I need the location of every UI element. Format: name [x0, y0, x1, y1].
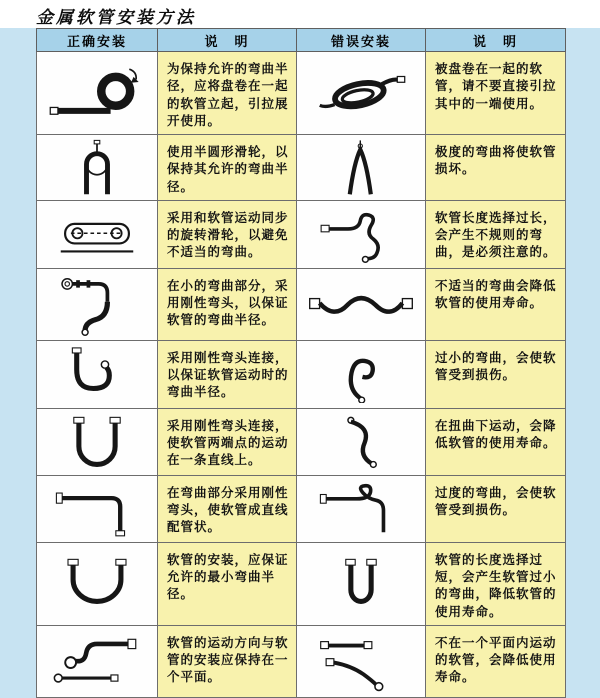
correct-illustration-cell — [37, 625, 158, 697]
correct-illustration-cell — [37, 135, 158, 201]
table-row — [37, 625, 566, 697]
correct-note-text: 在小的弯曲部分，采用刚性弯头，以保证软管的弯曲半径。 — [167, 278, 289, 328]
page-title: 金属软管安装方法 — [36, 8, 196, 28]
standing-coil-uncoil-icon — [45, 59, 149, 127]
wrong-note-cell — [426, 340, 566, 408]
wrong-note-cell — [426, 408, 566, 475]
correct-note-cell — [158, 200, 297, 268]
correct-note-cell — [158, 340, 297, 408]
synchronized-rotating-pulley-track-icon — [43, 205, 151, 263]
improper-wavy-bend-icon — [307, 277, 415, 331]
overlong-hose-irregular-loop-icon — [313, 205, 409, 263]
sharp-kink-hanging-hose-icon — [316, 139, 406, 195]
excessive-bend-loop-corner-icon — [313, 480, 409, 538]
table-row — [37, 408, 566, 475]
wrong-note-text: 不适当的弯曲会降低软管的使用寿命。 — [435, 278, 557, 310]
correct-note-cell — [158, 52, 297, 135]
wrong-note-cell — [426, 200, 566, 268]
header-correct-note: 说 明 — [158, 29, 297, 52]
wrong-note-text: 过小的弯曲，会使软管受到损伤。 — [435, 350, 557, 382]
twisted-s-hose-icon — [315, 413, 407, 471]
wrong-note-cell — [426, 135, 566, 201]
correct-note-cell — [158, 542, 297, 625]
table-row — [37, 135, 566, 201]
wrong-note-text: 在扭曲下运动，会降低软管的使用寿命。 — [435, 418, 557, 450]
wrong-illustration-cell — [297, 52, 426, 135]
header-wrong-note: 说 明 — [426, 29, 566, 52]
wrong-note-cell — [426, 475, 566, 542]
wrong-note-cell — [426, 268, 566, 340]
correct-note-text: 软管的运动方向与软管的安装应保持在一个平面。 — [167, 635, 289, 685]
table-row — [37, 52, 566, 135]
wrong-illustration-cell — [297, 408, 426, 475]
installation-guide-table — [36, 28, 566, 698]
wrong-note-cell — [426, 52, 566, 135]
correct-illustration-cell — [37, 340, 158, 408]
narrow-u-too-short-icon — [315, 555, 407, 613]
wrong-note-text: 软管的长度选择过短，会产生软管过小的弯曲，降低软管的使用寿命。 — [435, 552, 557, 619]
correct-note-cell — [158, 135, 297, 201]
wrong-illustration-cell — [297, 475, 426, 542]
u-shape-inline-motion-icon — [49, 413, 145, 471]
correct-note-text: 采用和软管运动同步的旋转滑轮，以避免不适当的弯曲。 — [167, 210, 289, 260]
rigid-elbow-small-bend-icon — [49, 272, 145, 336]
correct-illustration-cell — [37, 542, 158, 625]
wrong-note-text: 过度的弯曲，会使软管受到损伤。 — [435, 485, 557, 517]
wrong-note-text: 不在一个平面内运动的软管，会降低使用寿命。 — [435, 635, 557, 685]
table-row — [37, 340, 566, 408]
wrong-note-cell — [426, 542, 566, 625]
l-shape-straight-piping-icon — [47, 480, 147, 538]
rigid-elbow-connection-hook-icon — [51, 345, 143, 403]
wrong-illustration-cell — [297, 268, 426, 340]
correct-note-text: 采用刚性弯头连接，使软管两端点的运动在一条直线上。 — [167, 418, 289, 468]
correct-illustration-cell — [37, 475, 158, 542]
correct-illustration-cell — [37, 408, 158, 475]
wrong-illustration-cell — [297, 200, 426, 268]
correct-note-cell — [158, 625, 297, 697]
correct-note-text: 采用刚性弯头连接，以保证软管运动时的弯曲半径。 — [167, 350, 289, 400]
hose-over-semicircular-pulley-icon — [52, 139, 142, 195]
wrong-note-cell — [426, 625, 566, 697]
correct-note-cell — [158, 408, 297, 475]
wrong-note-text: 极度的弯曲将使软管损坏。 — [435, 145, 557, 177]
too-small-bend-hook-icon — [315, 345, 407, 403]
wrong-note-text: 被盘卷在一起的软管，请不要直接引拉其中的一端使用。 — [435, 62, 557, 111]
out-of-plane-motion-icon — [313, 630, 409, 692]
correct-note-cell — [158, 475, 297, 542]
header-row — [37, 29, 566, 52]
wide-u-min-bend-radius-icon — [45, 555, 149, 613]
table-row — [37, 475, 566, 542]
correct-note-text: 为保持允许的弯曲半径，应将盘卷在一起的软管立起，引拉展开使用。 — [167, 62, 289, 128]
header-correct-install: 正确安装 — [37, 29, 158, 52]
in-plane-trap-motion-icon — [45, 630, 149, 692]
table-row — [37, 542, 566, 625]
wrong-illustration-cell — [297, 625, 426, 697]
flat-coil-pulled-end-icon — [309, 60, 413, 126]
correct-note-text: 软管的安装，应保证允许的最小弯曲半径。 — [167, 552, 289, 602]
table-row — [37, 268, 566, 340]
correct-note-cell — [158, 268, 297, 340]
correct-note-text: 使用半圆形滑轮，以保持其允许的弯曲半径。 — [167, 145, 289, 194]
correct-illustration-cell — [37, 200, 158, 268]
correct-illustration-cell — [37, 52, 158, 135]
table-row — [37, 200, 566, 268]
wrong-illustration-cell — [297, 340, 426, 408]
wrong-illustration-cell — [297, 135, 426, 201]
correct-note-text: 在弯曲部分采用刚性弯头，使软管成直线配管状。 — [167, 485, 289, 535]
wrong-illustration-cell — [297, 542, 426, 625]
header-wrong-install: 错误安装 — [297, 29, 426, 52]
wrong-note-text: 软管长度选择过长，会产生不规则的弯曲，是必须注意的。 — [435, 210, 557, 260]
correct-illustration-cell — [37, 268, 158, 340]
